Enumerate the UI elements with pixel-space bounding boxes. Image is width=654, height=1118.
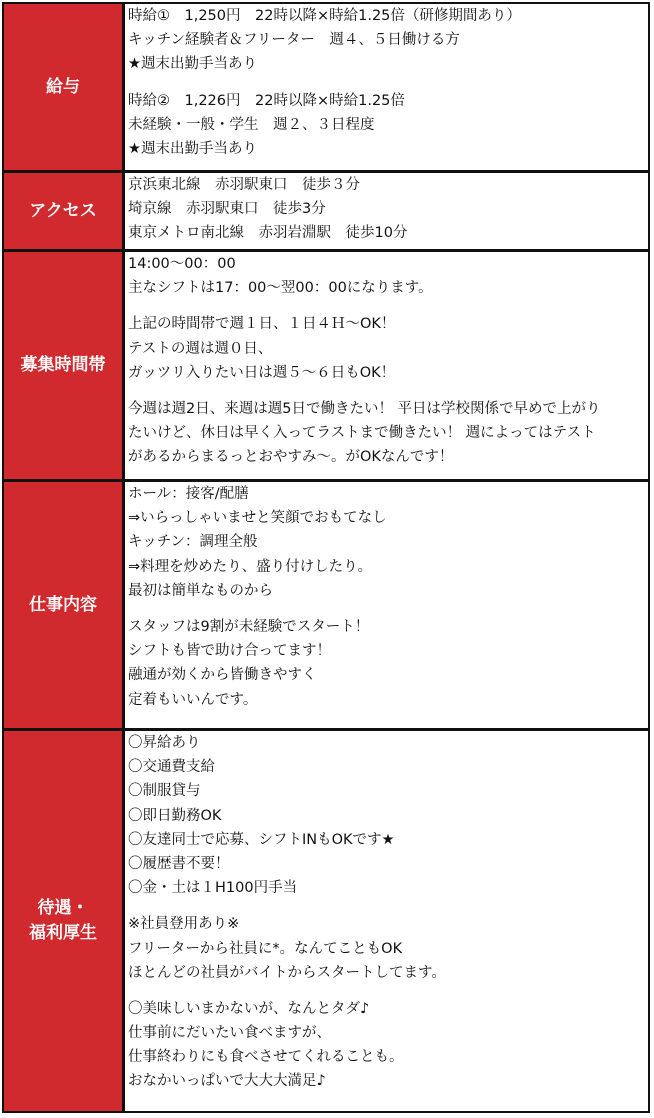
spacer [128, 985, 644, 997]
job-description-row [4, 482, 648, 731]
job-line: シフトも皆で助け合ってます！ [128, 643, 331, 660]
hours-line: 今週は週2日、来週は週5日で働きたい！ 平日は学校関係で早めで上がり [128, 400, 601, 417]
hours-line: たいけど、休日は早く入ってラストまで働きたい！ 週によってはテスト [128, 425, 596, 442]
job-line: ⇒いらっしゃいませと笑顔でおもてなし [128, 510, 387, 527]
hours-label-text: 募集時間帯 [20, 355, 106, 375]
hours-line: 14:00〜00：00 [128, 256, 236, 272]
hours-row [4, 252, 648, 482]
benefit-line: 〇美味しいまかないが、なんとタダ♪ [128, 1000, 370, 1017]
hours-label [4, 252, 125, 479]
benefit-line: 〇履歴書不要！ [128, 855, 230, 872]
benefits-row [4, 731, 648, 1111]
spacer [128, 385, 644, 397]
spacer [128, 603, 644, 615]
hours-line: ガッツリ入りたい日は週５〜６日もOK！ [128, 364, 396, 381]
benefit-line: 〇即日勤務OK [128, 807, 222, 824]
benefits-label-stack [29, 896, 97, 946]
benefits-content [125, 731, 648, 1111]
access-line: 京浜東北線 赤羽駅東口 徒歩３分 [128, 177, 360, 193]
benefit-line: 〇昇給あり [128, 735, 201, 751]
salary-line: 時給② 1,226円 22時以降×時給1.25倍 [128, 92, 405, 109]
benefits-label-line: 福利厚生 [29, 923, 97, 943]
benefit-line: 〇金・土は１H100円手当 [128, 880, 298, 897]
job-description-label-text: 仕事内容 [29, 594, 97, 615]
recruitment-info-table [2, 2, 650, 1113]
job-line: ⇒料理を炒めたり、盛り付けしたり。 [128, 558, 373, 575]
benefit-line: 〇友達同士で応募、シフトINもOKです★ [128, 831, 395, 848]
job-line: 最初は簡単なものから [128, 582, 273, 599]
access-line: 埼京線 赤羽駅東口 徒歩3分 [128, 201, 326, 218]
job-line: スタッフは9割が未経験でスタート！ [128, 618, 370, 635]
job-line: ホール：接客/配膳 [128, 486, 249, 502]
salary-line: キッチン経験者＆フリーター 週４、５日働ける方 [128, 32, 460, 49]
spacer [128, 900, 644, 912]
access-row [4, 173, 648, 252]
hours-line: テストの週は週０日、 [128, 340, 273, 357]
access-content [125, 173, 648, 249]
benefit-line: 仕事終わりにも食べさせてくれることも。 [128, 1049, 404, 1066]
hours-line: 上記の時間帯で週１日、１日４Ｈ〜OK！ [128, 316, 396, 333]
salary-content [125, 4, 648, 170]
spacer [128, 77, 644, 89]
job-line: 融通が効くから皆働きやすく [128, 667, 317, 684]
hours-line: があるからまるっとおやすみ〜。がOKなんです！ [128, 449, 454, 466]
hours-content [125, 252, 648, 479]
salary-label-text: 給与 [46, 76, 80, 97]
salary-line: 未経験・一般・学生 週２、３日程度 [128, 116, 375, 133]
salary-line: ★週末出勤手当あり [128, 56, 257, 73]
salary-row [4, 4, 648, 173]
job-line: キッチン：調理全般 [128, 534, 258, 551]
benefit-line: ほとんどの社員がバイトからスタートしてます。 [128, 964, 446, 981]
hours-line: 主なシフトは17：00〜翌00：00になります。 [128, 280, 433, 297]
benefits-label-line: 待遇・ [37, 898, 89, 918]
salary-line: ★週末出勤手当あり [128, 140, 257, 157]
salary-label [4, 4, 125, 170]
benefit-line: 〇交通費支給 [128, 759, 215, 776]
access-label [4, 173, 125, 249]
salary-line: 時給① 1,250円 22時以降×時給1.25倍（研修期間あり） [128, 8, 521, 24]
job-line: 定着もいいんです。 [128, 691, 258, 708]
benefit-line: 〇制服貸与 [128, 783, 201, 800]
benefit-line: フリーターから社員に*。なんてこともOK [128, 940, 403, 957]
access-line: 東京メトロ南北線 赤羽岩淵駅 徒歩10分 [128, 225, 408, 242]
spacer [128, 300, 644, 312]
benefit-line: 仕事前にだいたい食べますが、 [128, 1025, 331, 1042]
benefit-line: ※社員登用あり※ [128, 916, 240, 933]
benefits-label [4, 731, 125, 1111]
job-description-content [125, 482, 648, 728]
benefit-line: おなかいっぱいで大大大満足♪ [128, 1073, 326, 1090]
access-label-text: アクセス [29, 200, 97, 221]
job-description-label [4, 482, 125, 728]
